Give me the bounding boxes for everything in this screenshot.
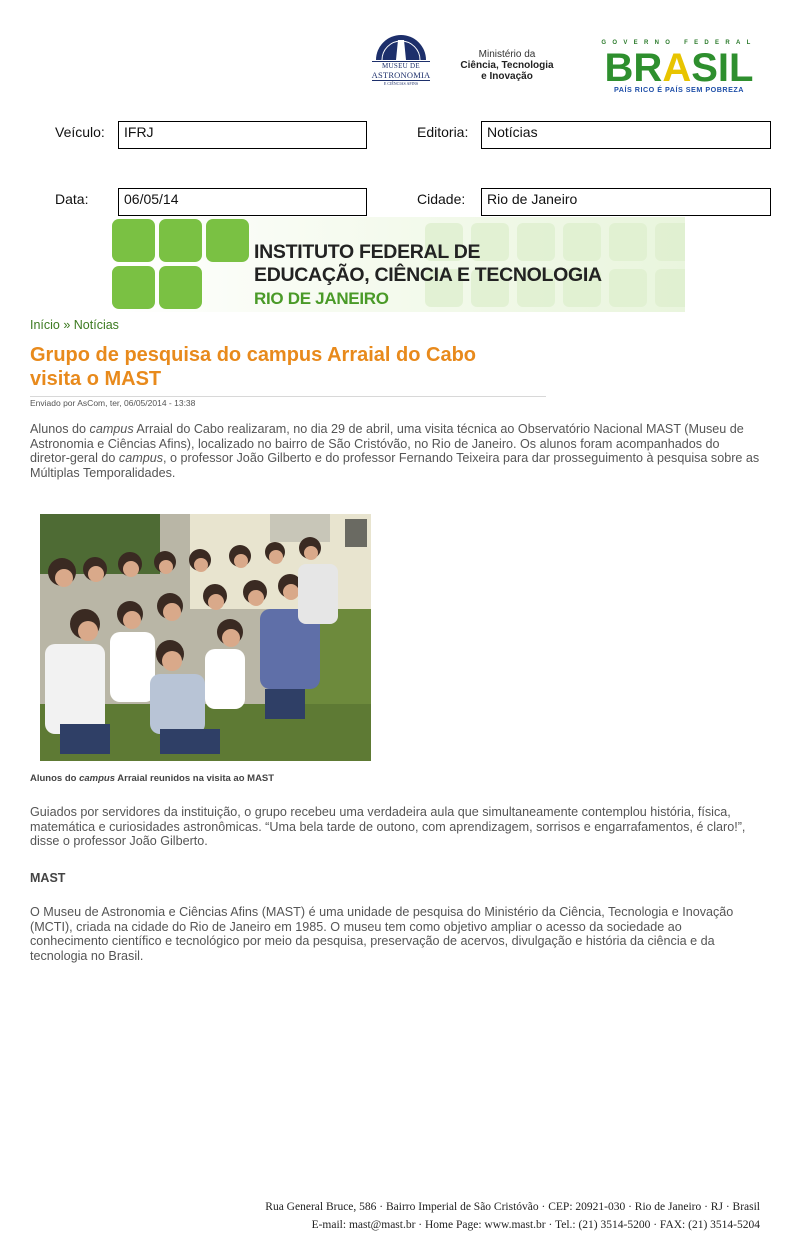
article-byline: Enviado por AsCom, ter, 06/05/2014 - 13:38 xyxy=(30,398,196,408)
data-label: Data: xyxy=(55,191,89,207)
ifrj-square xyxy=(112,266,155,309)
mast-logo: MUSEU DE ASTRONOMIA E CIÊNCIAS AFINS xyxy=(368,30,434,92)
title-divider xyxy=(30,396,546,397)
paragraph-1: Alunos do campus Arraial do Cabo realizaram, no dia 29 de abril, uma visita técnica ao Observatório Nacional MAST (Museu de Astronomia e Ciências Afins), localizado no bairro de São Cristóvão, no Rio de Janeiro. Os alunos foram acompanhados do diretor-geral do campus, o professor João Gilberto e do professor Fernando Teixeira para dar prosseguimento à pesquisa sobre as Múltiplas Temporalidades. xyxy=(30,422,760,480)
editoria-field[interactable]: Notícias xyxy=(481,121,771,149)
breadcrumb[interactable]: Início » Notícias xyxy=(30,318,119,332)
ifrj-square xyxy=(159,266,202,309)
cidade-field[interactable]: Rio de Janeiro xyxy=(481,188,771,216)
paragraph-2: Guiados por servidores da instituição, o grupo recebeu uma verdadeira aula que simultaneamente contemplou história, física, matemática e curiosidades astronômicas. “Uma bela tarde de outono, com aprendizagem, sorrisos e engarrafamentos, é claro!”, disse o professor João Gilberto. xyxy=(30,805,746,848)
banner-line-3: RIO DE JANEIRO xyxy=(254,289,389,308)
paragraph-3: O Museu de Astronomia e Ciências Afins (MAST) é uma unidade de pesquisa do Ministério da Ciência, Tecnologia e Inovação (MCTI), criada na cidade do Rio de Janeiro em 1985. O museu tem como objetivo ampliar o acesso da sociedade ao conhecimento científico e tecnológico por meio da pesquisa, preservação de acervos, divulgação e história da ciência e da tecnologia no Brasil. xyxy=(30,905,734,963)
editoria-label: Editoria: xyxy=(417,124,469,140)
cidade-label: Cidade: xyxy=(417,191,466,207)
veiculo-label: Veículo: xyxy=(55,124,105,140)
photo-caption: Alunos do campus Arraial reunidos na visita ao MAST xyxy=(30,773,275,784)
ifrj-square xyxy=(159,219,202,262)
section-heading-mast: MAST xyxy=(30,871,66,885)
banner-line-1: INSTITUTO FEDERAL DE xyxy=(254,241,481,263)
group-photo-illustration xyxy=(40,514,371,761)
footer-address: Rua General Bruce, 586 · Bairro Imperial de São Cristóvão · CEP: 20921-030 · Rio de Janeiro · RJ · Brasil xyxy=(265,1201,760,1213)
footer-contact: E-mail: mast@mast.br · Home Page: www.mast.br · Tel.: (21) 3514-5200 · FAX: (21) 3514-5204 xyxy=(311,1219,760,1231)
brasil-wordmark: BRASIL xyxy=(604,46,754,90)
ministerio-logo: Ministério da Ciência, Tecnologia e Inovação xyxy=(460,49,554,82)
banner-line-2: EDUCAÇÃO, CIÊNCIA E TECNOLOGIA xyxy=(254,264,602,286)
ifrj-square xyxy=(206,219,249,262)
ifrj-square xyxy=(112,219,155,262)
group-photo xyxy=(40,514,371,761)
governo-brasil-logo: GOVERNO FEDERAL BRASIL PAÍS RICO É PAÍS SEM POBREZA xyxy=(594,40,764,96)
article-title: Grupo de pesquisa do campus Arraial do Cabo visita o MAST xyxy=(30,344,477,390)
veiculo-field[interactable]: IFRJ xyxy=(118,121,367,149)
data-field[interactable]: 06/05/14 xyxy=(118,188,367,216)
ifrj-banner xyxy=(110,217,685,312)
observatory-dome-icon xyxy=(374,32,428,60)
